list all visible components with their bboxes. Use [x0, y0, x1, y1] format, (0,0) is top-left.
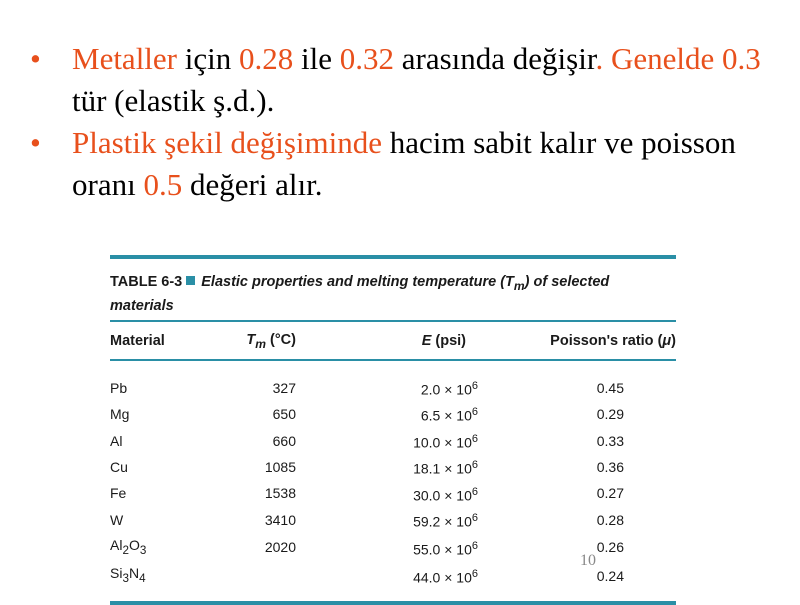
e-mantissa: 44.0: [413, 569, 441, 586]
table-number: TABLE 6-3: [110, 274, 183, 290]
e-base: 10: [456, 434, 472, 451]
cell-tm: 1538: [264, 485, 296, 502]
segment: Plastik şekil değişiminde: [72, 125, 382, 160]
e-base: 10: [456, 541, 472, 558]
cell-tm: 660: [272, 432, 296, 449]
e-exponent: 6: [471, 432, 478, 445]
caption-sub: m: [513, 278, 525, 293]
header-e: [296, 322, 478, 359]
header-tm-symbol: T: [246, 331, 256, 348]
bullet-dot: •: [30, 41, 41, 76]
segment: hacim sabit kalır ve poisson oranı: [72, 125, 736, 202]
cell-e: [296, 401, 478, 427]
e-base: 10: [456, 569, 472, 586]
header-poisson: [478, 322, 676, 359]
formula-part: Al: [110, 536, 123, 553]
cell-e: [296, 428, 478, 454]
formula-part: 3: [122, 571, 129, 585]
spacer-row: [110, 361, 676, 375]
times-sign: ×: [444, 434, 453, 451]
cell-e: [296, 481, 478, 507]
cell-poisson: 0.36: [596, 458, 624, 475]
cell-material: Cu: [110, 458, 128, 475]
segment: değeri alır.: [182, 167, 323, 202]
cell-material: Al: [110, 432, 123, 449]
times-sign: ×: [444, 487, 453, 504]
cell-poisson: 0.24: [596, 567, 624, 584]
e-mantissa: 30.0: [413, 487, 441, 504]
header-e-symbol: E: [421, 333, 432, 350]
cell-tm: 327: [272, 379, 296, 396]
segment: 0.28: [239, 41, 294, 76]
caption-square-icon: [186, 276, 195, 285]
e-base: 10: [456, 407, 472, 424]
cell-poisson: 0.45: [596, 379, 624, 396]
bullet-list: [30, 38, 770, 206]
cell-tm: [230, 562, 296, 595]
page-number: 10: [580, 552, 596, 569]
cell-poisson: 0.28: [596, 511, 624, 528]
cell-e: [296, 562, 478, 595]
header-poisson-symbol: μ: [662, 333, 672, 350]
header-e-unit: (psi): [431, 333, 466, 350]
cell-e: [296, 534, 478, 563]
caption-text: Elastic properties and melting temperature (T: [201, 274, 514, 290]
formula-part: Si: [110, 565, 123, 582]
segment: . Genelde 0.3: [595, 41, 761, 76]
formula-part: 2: [122, 543, 129, 557]
cell-e: [296, 507, 478, 533]
header-tm-sub: m: [255, 336, 267, 351]
cell-e: [296, 375, 478, 401]
formula-part: O: [128, 536, 140, 553]
times-sign: ×: [444, 541, 453, 558]
segment: ile: [293, 41, 340, 76]
e-mantissa: 10.0: [413, 434, 441, 451]
table-row: [110, 481, 676, 507]
times-sign: ×: [444, 381, 453, 398]
cell-material: [110, 562, 230, 595]
e-mantissa: 59.2: [413, 513, 441, 530]
table-caption: [110, 259, 676, 320]
table-row: [110, 428, 676, 454]
header-row: [110, 322, 676, 359]
table-row: [110, 454, 676, 480]
cell-tm: 650: [272, 406, 296, 423]
table-bottom-rule: [110, 601, 676, 605]
cell-tm: 1085: [264, 458, 296, 475]
header-material: Material: [110, 333, 165, 350]
segment: arasında değişir: [394, 41, 596, 76]
e-base: 10: [456, 381, 472, 398]
segment: 0.32: [339, 41, 395, 76]
bullet-1-text: [72, 41, 761, 118]
e-mantissa: 6.5: [420, 407, 441, 424]
segment: Metaller: [72, 41, 178, 76]
cell-poisson: 0.33: [596, 432, 624, 449]
e-base: 10: [456, 460, 472, 477]
segment: tür (elastik ş.d.).: [72, 83, 275, 118]
cell-tm: 3410: [264, 511, 296, 528]
e-exponent: 6: [471, 406, 478, 419]
e-base: 10: [456, 487, 472, 504]
formula-part: 3: [139, 543, 147, 557]
segment: 0.5: [143, 167, 183, 202]
caption-tail: ) of selected materials: [110, 274, 610, 314]
cell-poisson: 0.29: [596, 406, 624, 423]
formula-part: 4: [139, 571, 146, 585]
cell-material: Mg: [110, 406, 130, 423]
e-mantissa: 18.1: [413, 460, 441, 477]
table-row: [110, 401, 676, 427]
times-sign: ×: [444, 407, 453, 424]
header-poisson-close: ): [671, 333, 676, 350]
header-poisson-label: Poisson's ratio (: [550, 333, 663, 350]
e-mantissa: 2.0: [420, 381, 441, 398]
bullet-dot: •: [30, 125, 41, 160]
times-sign: ×: [444, 513, 453, 530]
bullet-1: [30, 38, 770, 122]
e-exponent: 6: [471, 485, 478, 498]
cell-material: Fe: [110, 485, 127, 502]
cell-material: W: [110, 511, 124, 528]
e-exponent: 6: [471, 539, 478, 552]
header-tm-unit: (°C): [266, 331, 296, 348]
e-mantissa: 55.0: [413, 541, 441, 558]
bullet-2-text: [72, 125, 736, 202]
cell-poisson: 0.27: [596, 485, 624, 502]
segment: için: [177, 41, 240, 76]
header-tm: [230, 322, 296, 359]
times-sign: ×: [444, 460, 453, 477]
e-exponent: 6: [471, 379, 478, 392]
e-base: 10: [456, 513, 472, 530]
e-exponent: 6: [471, 568, 478, 581]
table-row: [110, 507, 676, 533]
cell-material: [110, 534, 230, 563]
cell-material: Pb: [110, 379, 128, 396]
times-sign: ×: [444, 569, 453, 586]
table-row: [110, 375, 676, 401]
cell-e: [296, 454, 478, 480]
e-exponent: 6: [471, 459, 478, 472]
bullet-2: [30, 122, 770, 206]
cell-poisson: 0.26: [596, 539, 624, 556]
formula-part: N: [128, 565, 140, 582]
e-exponent: 6: [471, 512, 478, 525]
cell-tm: 2020: [264, 539, 296, 556]
